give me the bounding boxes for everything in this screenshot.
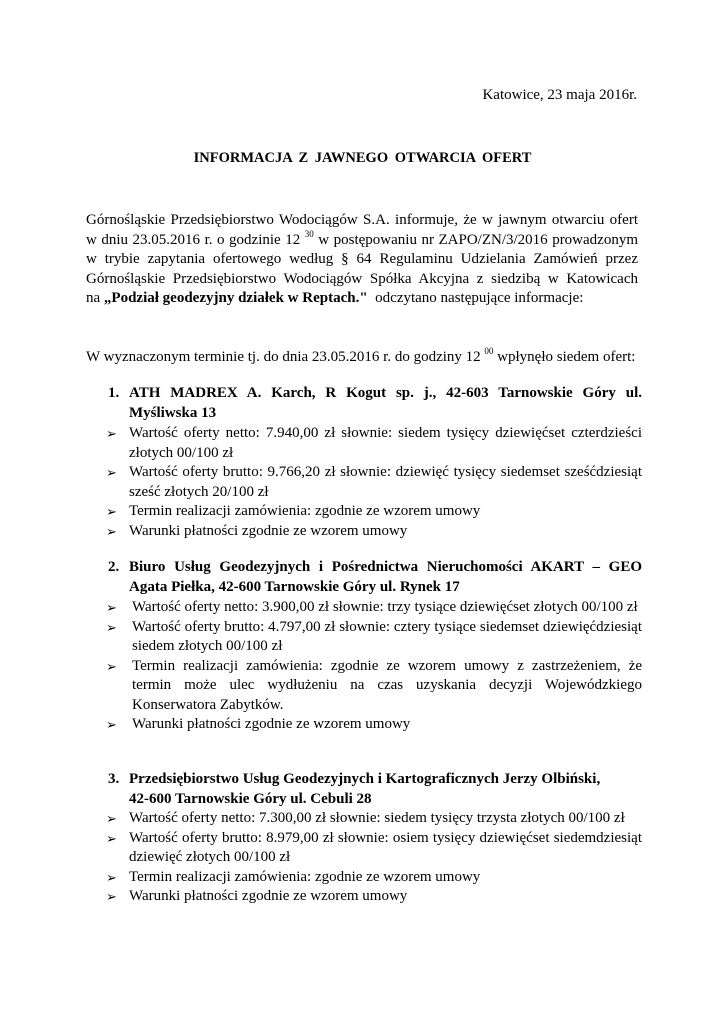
list-item [86,463,642,502]
arrow-bullet-icon: ➢ [106,426,117,441]
offer-name: ATH MADREX A. Karch, R Kogut sp. j., 42-603 Tarnowskie Góry ul. Myśliwska 13 [129,385,642,421]
arrow-bullet-icon: ➢ [106,523,117,539]
list-item [86,868,642,888]
detail-text: Warunki płatności zgodnie ze wzorem umowy [129,522,408,539]
intro-text: na [86,290,101,306]
arrow-bullet-icon: ➢ [106,658,117,674]
offer-details [86,598,642,735]
offer-name-line: Przedsiębiorstwo Usług Geodezyjnych i Kartograficznych Jerzy Olbiński, [129,771,601,787]
offer-name: Biuro Usług Geodezyjnych i Pośrednictwa Nieruchomości AKART – GEO Agata Piełka, 42-600 Tarnowskie Góry ul. Rynek 17 [129,559,642,595]
offer-number: 1. [108,385,120,401]
list-item [86,424,642,463]
date-line: Katowice, 23 maja 2016r. [482,87,637,103]
list-item [86,598,642,618]
offer-2 [86,557,642,735]
deadline-text: wpłynęło siedem ofert: [497,349,636,365]
arrow-bullet-icon: ➢ [106,811,117,826]
detail-text: Warunki płatności zgodnie ze wzorem umowy [129,888,408,904]
detail-text: Termin realizacji zamówienia: zgodnie ze wzorem umowy z zastrzeżeniem, że termin może ulec wydłużeniu na czas uzyskania decyzji Wojewódzkiego Konserwatora Zabytków. [132,657,642,713]
detail-text: Wartość oferty netto: 3.900,00 zł słownie: trzy tysiące dziewięćset złotych 00/100 zł [132,599,638,615]
arrow-bullet-icon: ➢ [106,600,117,615]
time-superscript: 30 [304,228,314,239]
detail-text: Wartość oferty netto: 7.300,00 zł słownie: siedem tysięcy trzysta złotych 00/100 zł [129,810,625,826]
list-item [86,715,642,735]
offer-number: 3. [108,771,120,787]
list-item [86,829,642,868]
detail-text: Termin realizacji zamówienia: zgodnie ze wzorem umowy [129,503,481,519]
intro-line: w trybie zapytania ofertowego według § 64 Regulaminu Udzielania Zamówień przez [86,251,638,267]
list-item [86,657,642,716]
intro-text: w postępowaniu nr ZAPO/ZN/3/2016 prowadzonym [318,231,639,248]
intro-line: Górnośląskie Przedsiębiorstwo Wodociągów S.A. informuje, że w jawnym otwarciu ofert [86,212,638,228]
offer-header [86,769,642,809]
offer-header [86,557,642,597]
offer-details [86,809,642,907]
offer-header [86,383,642,423]
offer-name [129,769,642,809]
detail-text: Wartość oferty brutto: 8.979,00 zł słownie: osiem tysięcy dziewięćset siedemdziesiąt dziewięć złotych 00/100 zł [129,829,642,865]
arrow-bullet-icon: ➢ [106,465,117,480]
offer-1 [86,383,642,541]
list-item [86,887,642,907]
list-item [86,618,642,657]
detail-text: Wartość oferty netto: 7.940,00 zł słownie: siedem tysięcy dziewięćset czterdzieści złotych 00/100 zł [129,425,642,461]
arrow-bullet-icon: ➢ [106,869,117,885]
deadline-line [86,346,636,366]
detail-text: Termin realizacji zamówienia: zgodnie ze wzorem umowy [129,868,481,885]
arrow-bullet-icon: ➢ [106,717,117,732]
page-title: INFORMACJA Z JAWNEGO OTWARCIA OFERT [193,150,532,166]
time-superscript: 00 [484,346,494,356]
list-item [86,502,642,522]
offer-details [86,424,642,541]
list-item [86,522,642,542]
arrow-bullet-icon: ➢ [106,889,117,904]
arrow-bullet-icon: ➢ [106,619,117,635]
offer-number: 2. [108,559,120,575]
intro-paragraph [86,211,638,309]
project-name: „Podział geodezyjny działek w Reptach." [103,290,368,306]
detail-text: Wartość oferty brutto: 9.766,20 zł słownie: dziewięć tysięcy siedemset sześćdziesiąt sześć złotych 20/100 zł [129,464,642,500]
intro-text: odczytano następujące informacje: [375,290,584,306]
detail-text: Wartość oferty brutto: 4.797,00 zł słownie: cztery tysiące siedemset dziewięćdziesiąt siedem złotych 00/100 zł [132,618,642,654]
arrow-bullet-icon: ➢ [106,830,117,846]
intro-line [86,289,638,309]
intro-text: w dniu 23.05.2016 r. o godzinie 12 [86,231,301,248]
offer-3 [86,769,642,907]
deadline-text: W wyznaczonym terminie tj. do dnia 23.05.2016 r. do godziny 12 [86,349,481,365]
intro-line [86,228,639,251]
intro-line: Górnośląskie Przedsiębiorstwo Wodociągów Spółka Akcyjna z siedzibą w Katowicach [86,270,638,287]
detail-text: Warunki płatności zgodnie ze wzorem umowy [132,716,411,732]
offer-name-line: 42-600 Tarnowskie Góry ul. Cebuli 28 [129,791,372,807]
arrow-bullet-icon: ➢ [106,504,117,519]
list-item [86,809,642,829]
